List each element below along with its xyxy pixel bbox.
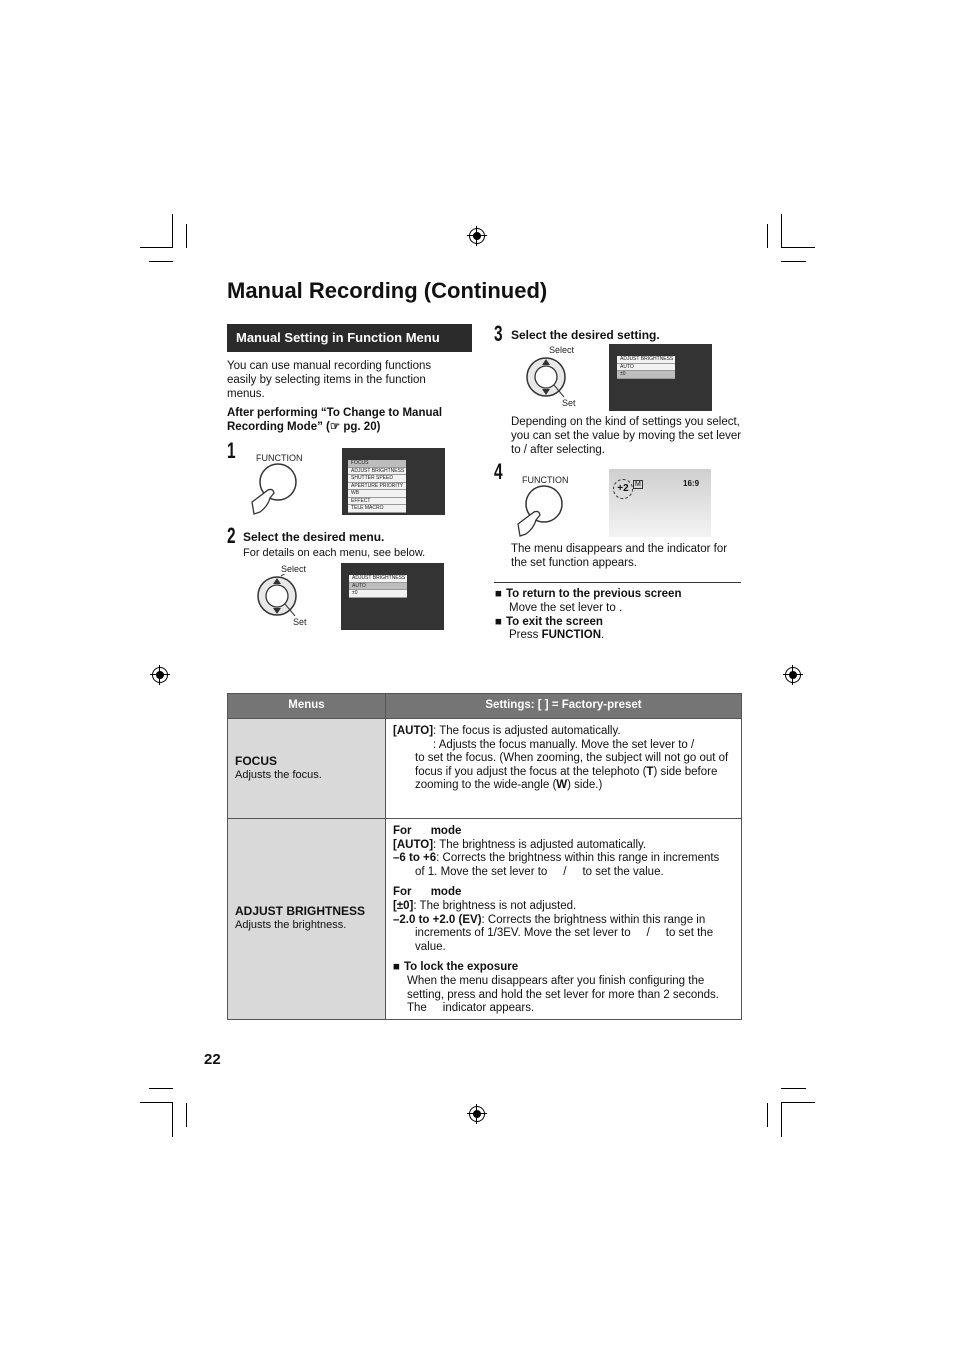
manual-mode-badge: M xyxy=(635,481,641,488)
crop-mark xyxy=(149,261,173,262)
section-prereq: After performing “To Change to Manual Recording Mode” (☞ pg. 20) xyxy=(227,407,443,433)
menu-desc: Adjusts the focus. xyxy=(235,768,322,781)
step-title: Select the desired setting. xyxy=(511,328,660,342)
return-title: ■ To return to the previous screen xyxy=(495,587,681,601)
viewfinder-screen xyxy=(609,469,711,537)
menu-item[interactable]: EFFECT xyxy=(348,498,406,506)
exit-title: ■ To exit the screen xyxy=(495,615,603,629)
mode-heading: For mode xyxy=(393,886,462,899)
crop-mark xyxy=(781,1088,806,1089)
menu-item[interactable]: ADJUST BRIGHTNESS xyxy=(348,468,406,476)
step-number: 2 xyxy=(227,523,236,548)
menu-name: FOCUS xyxy=(235,753,277,768)
select-label: Select xyxy=(281,564,307,574)
registration-mark-icon xyxy=(469,1106,485,1122)
settings-cell xyxy=(386,819,742,1020)
settings-cell xyxy=(386,719,742,819)
set-label: Set xyxy=(562,398,576,408)
function-button-icon xyxy=(514,484,566,538)
setting-label: –6 to +6 xyxy=(393,852,437,865)
setting-text: ) side before zooming to the wide-angle ( xyxy=(415,765,718,792)
registration-mark-icon xyxy=(785,667,801,683)
brightness-indicator: +2 xyxy=(613,479,633,499)
crop-mark xyxy=(781,1103,782,1137)
header-settings: Settings: [ ] = Factory-preset xyxy=(386,694,742,719)
lcd-screen-step2 xyxy=(341,563,444,630)
menu-name: ADJUST BRIGHTNESS xyxy=(235,904,366,919)
menu-item[interactable]: AUTO xyxy=(349,583,407,591)
menu-item[interactable]: WB xyxy=(348,490,406,498)
set-label: Set xyxy=(293,617,307,627)
crop-mark xyxy=(781,214,782,248)
setting-text: : Corrects the brightness within this range in increments xyxy=(436,852,720,865)
settings-table xyxy=(227,693,742,1020)
lcd-screen-step3 xyxy=(609,344,712,411)
mode-heading: For mode xyxy=(393,825,462,837)
page-title: Manual Recording (Continued) xyxy=(227,278,548,303)
setting-text: to set the focus. (When zooming, the subject will not go out of focus if you adjust the focus at the telephoto ( xyxy=(415,752,729,778)
menu-item[interactable]: FOCUS xyxy=(348,460,406,468)
setting-line xyxy=(393,852,734,866)
set-lever-icon xyxy=(524,355,568,399)
registration-mark-icon xyxy=(469,228,485,244)
function-button-icon xyxy=(248,462,300,516)
menu-cell xyxy=(228,719,386,819)
set-lever-icon xyxy=(255,574,299,618)
return-text: Move the set lever to . xyxy=(509,602,623,614)
crop-mark xyxy=(149,1088,173,1089)
step-note: Depending on the kind of settings you select, you can set the value by moving the set lever to / after selecting. xyxy=(511,416,742,456)
menu-header: ADJUST BRIGHTNESS xyxy=(349,575,407,583)
crop-mark xyxy=(781,247,815,248)
table-row xyxy=(228,819,742,1020)
header-menus: Menus xyxy=(228,694,386,719)
brightness-menu xyxy=(617,356,675,379)
select-label: Select xyxy=(549,345,575,355)
exit-text-function: FUNCTION xyxy=(541,629,602,641)
menu-desc: Adjusts the brightness. xyxy=(235,918,347,931)
step-number: 1 xyxy=(227,438,236,463)
setting-text: : The focus is adjusted automatically. xyxy=(433,725,621,737)
exit-text-prefix: Press xyxy=(509,629,542,641)
setting-text: : The brightness is not adjusted. xyxy=(413,899,577,912)
crop-mark xyxy=(140,1102,173,1103)
setting-text: : Adjusts the focus manually. Move the set lever to / xyxy=(433,738,695,751)
setting-label: [AUTO] xyxy=(393,725,434,737)
menu-item[interactable]: TELE MACRO xyxy=(348,505,406,513)
setting-text: : Corrects the brightness within this range in xyxy=(481,913,706,926)
setting-label: [AUTO] xyxy=(393,838,434,851)
setting-line: increments of 1/3EV. Move the set lever to / to set the value. xyxy=(415,927,717,953)
table-header-row xyxy=(228,694,742,719)
function-button-label: FUNCTION xyxy=(256,453,303,463)
lock-text: When the menu disappears after you finish configuring the setting, press and hold the set lever for more than 2 seconds. The indicator appears. xyxy=(407,974,722,1015)
crop-mark xyxy=(172,1103,173,1137)
crop-mark xyxy=(767,224,768,248)
menu-item[interactable]: ±0 xyxy=(617,371,675,379)
menu-item[interactable]: AUTO xyxy=(617,364,675,372)
menu-header: ADJUST BRIGHTNESS xyxy=(617,356,675,364)
step-note: The menu disappears and the indicator for the set function appears. xyxy=(511,543,728,569)
menu-item[interactable]: APERTURE PRIORITY xyxy=(348,483,406,491)
setting-line xyxy=(393,739,734,753)
crop-mark xyxy=(186,1103,187,1127)
step-title: Select the desired menu. xyxy=(243,530,385,544)
menu-cell xyxy=(228,819,386,1020)
aspect-ratio-label: 16:9 xyxy=(683,479,700,488)
setting-text: ) side.) xyxy=(567,779,603,792)
section-intro: You can use manual recording functions easily by selecting items in the function menus. xyxy=(227,360,432,400)
setting-line xyxy=(393,752,734,793)
setting-line: of 1. Move the set lever to / to set the value. xyxy=(415,865,664,878)
menu-item[interactable]: ±0 xyxy=(349,590,407,598)
page-number: 22 xyxy=(204,1051,221,1068)
crop-mark xyxy=(781,261,806,262)
brightness-menu xyxy=(349,575,407,598)
tele-label: T xyxy=(646,765,654,778)
setting-line xyxy=(393,725,734,739)
setting-line xyxy=(393,914,734,928)
setting-label: [±0] xyxy=(393,899,414,912)
registration-mark-icon xyxy=(152,667,168,683)
exit-text-suffix: . xyxy=(601,629,605,641)
lock-title: ■ To lock the exposure xyxy=(393,961,734,975)
function-menu xyxy=(348,460,406,513)
setting-line xyxy=(393,839,734,853)
menu-item[interactable]: SHUTTER SPEED xyxy=(348,475,406,483)
crop-mark xyxy=(186,224,187,248)
exit-text xyxy=(509,628,604,642)
crop-mark xyxy=(140,247,173,248)
lcd-screen-step1 xyxy=(342,448,445,515)
crop-mark xyxy=(781,1102,815,1103)
setting-line xyxy=(393,900,734,914)
step-subtitle: For details on each menu, see below. xyxy=(243,547,426,559)
table-row xyxy=(228,719,742,819)
setting-text: : The brightness is adjusted automatically. xyxy=(433,838,647,851)
divider xyxy=(494,582,741,583)
wide-label: W xyxy=(556,779,568,792)
setting-label: –2.0 to +2.0 (EV) xyxy=(393,913,482,926)
crop-mark xyxy=(172,214,173,248)
function-button-label: FUNCTION xyxy=(522,475,569,485)
section-header: Manual Setting in Function Menu xyxy=(227,324,472,352)
step-number: 4 xyxy=(494,459,503,484)
crop-mark xyxy=(767,1103,768,1127)
step-number: 3 xyxy=(494,321,503,346)
